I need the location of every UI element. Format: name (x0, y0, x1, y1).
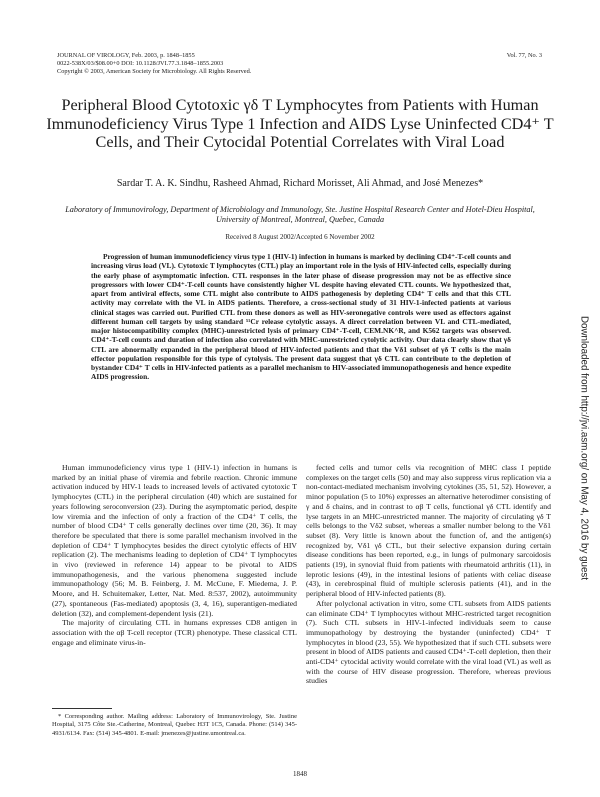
volume-issue: Vol. 77, No. 3 (506, 52, 542, 59)
body-paragraph: After polyclonal activation in vitro, some CTL subsets from AIDS patients can eliminate CD4⁺ T lymphocytes without MHC-restricted target recognition (7). Such CTL subsets in HIV-1-infected individuals seem to cause immunopathology by destroying the bystander (uninfected) CD4⁺ T lymphocytes in blood (23, 55). We hypothesized that if such CTL subsets were present in blood of AIDS patients and caused CD4⁺-T-cell depletion, then their anti-CD4⁺ cytocidal activity would correlate with the viral load (VL) as well as with the course of HIV disease progression. Therefore, whereas previous studies (306, 598, 551, 686)
page-number: 1848 (293, 770, 307, 778)
body-column-right (306, 463, 551, 686)
body-paragraph: fected cells and tumor cells via recognition of MHC class I peptide complexes on the target cells (50) and may also suppress virus replication via a non-contact-mediated mechanism involving cytokines (35, 51, 52). However, a minor population (5 to 10%) expresses an alternative heterodimer consisting of γ and δ chains, and in contrast to αβ T cells, functional γδ CTL identify and lyse targets in an MHC-unrestricted manner. The majority of circulating γδ T cells belongs to the Vδ2 subset, whereas a smaller number belong to the Vδ1 subset (8). Very little is known about the function of, and the antigen(s) recognized by, Vδ1 γδ CTL, but their selective expansion during certain disease conditions has been reported, e.g., in lungs of pulmonary sarcoidosis patients (19), in synovial fluid from patients with rheumatoid arthritis (11), in leprotic lesions (49), in the intestinal lesions of patients with celiac disease (43), in cerebrospinal fluid of multiple sclerosis patients (41), and in the peripheral blood of HIV-infected patients (8). (306, 463, 551, 599)
body-paragraph: Human immunodeficiency virus type 1 (HIV-1) infection in humans is marked by an initial phase of viremia and febrile reaction. Chronic immune activation induced by HIV-1 leads to increased levels of activated cytotoxic T lymphocytes (CTL) in the peripheral circulation (40) which are sustained for years following seroconversion (23). During the asymptomatic period, despite low viremia and the infection of only a fraction of the CD4⁺ T cells, the number of blood CD4⁺ T cells generally declines over time (20, 36). It may therefore be speculated that there is some parallel mechanism involved in the depletion of CD4⁺ T lymphocytes besides the direct cytolytic effects of HIV replication (2). The mechanisms leading to depletion of CD4⁺ T lymphocytes in vivo (reviewed in reference 14) appear to be pivotal to AIDS immunopathogenesis, and the various phenomena suggested include immunopathology (56; M. B. Feinberg, J. M. McCune, F. Miedema, J. P. Moore, and H. Schuitemaker, Letter, Nat. Med. 8:537, 2002), autoimmunity (27), spontaneous (Fas-mediated) apoptosis (3, 4, 16), superantigen-mediated deletion (32), and complement-dependent lysis (21). (52, 463, 297, 618)
author-list: Sardar T. A. K. Sindhu, Rasheed Ahmad, Richard Morisset, Ali Ahmad, and José Menezes* (116, 178, 484, 189)
corresponding-author-footnote (52, 713, 297, 738)
body-column-left (52, 463, 297, 647)
abstract (91, 252, 511, 382)
journal-citation: JOURNAL OF VIROLOGY, Feb. 2003, p. 1848–1855 (57, 52, 195, 59)
journal-header (57, 52, 251, 76)
footnote-divider (52, 708, 112, 709)
copyright-notice: Copyright © 2003, American Society for Microbiology. All Rights Reserved. (57, 68, 252, 75)
download-watermark (578, 298, 590, 598)
footnote-text: * Corresponding author. Mailing address: Laboratory of Immunovirology, Ste. Justine Hospital, 3175 Côte Ste.-Catherine, Montreal, Quebec H3T 1C5, Canada. Phone: (514) 345-4931/6134. Fax: (514) 345-4801. E-mail: jmenezes@justine.umontreal.ca. (52, 713, 297, 737)
abstract-text: Progression of human immunodeficiency virus type 1 (HIV-1) infection in humans is marked by declining CD4⁺-T-cell counts and increasing virus load (VL). Cytotoxic T lymphocytes (CTL) play an important role in the lysis of HIV-infected cells, especially during the early phase of asymptomatic infection. CTL responses in the later phase of disease progression may not be as effective since progressors with lower CD4⁺-T-cell counts have consistently higher VL despite having elevated CTL counts. We hypothesized that, apart from antiviral effects, some CTL might also contribute to AIDS pathogenesis by depleting CD4⁺ T cells and that this CTL activity may correlate with the VL in AIDS patients. Therefore, a cross-sectional study of 31 HIV-1-infected patients at various clinical stages was carried out. Purified CTL from these donors as well as HIV-seronegative controls were used as effectors against different human cell targets by using standard ⁵¹Cr release cytolytic assays. A direct correlation between VL and CTL-mediated, major histocompatibility complex (MHC)-unrestricted lysis of primary CD4⁺-T-cell, CEM.NK^R, and K562 targets was observed. CD4⁺-T-cell counts and duration of infection also correlated with MHC-unrestricted cytolytic activity. Our data clearly show that γδ CTL are abnormally expanded in the peripheral blood of HIV-infected patients and that the Vδ1 subset of γδ T cells is the main effector population responsible for this type of cytolysis. The present data suggest that γδ CTL can contribute to the depletion of bystander CD4⁺ T cells in HIV-infected patients as a parallel mechanism to HIV-associated immunopathogenesis and hence expedite AIDS progression. (91, 252, 511, 382)
body-paragraph: The majority of circulating CTL in humans expresses CD8 antigen in association with the αβ T-cell receptor (TCR) phenotype. These classical CTL engage and eliminate virus-in- (52, 618, 297, 647)
affiliation: Laboratory of Immunovirology, Department of Microbiology and Immunology, Ste. Justine Hospital Research Center and Hotel-Dieu Hospital, University of Montreal, Montreal, Quebec, Canada (65, 205, 535, 224)
received-accepted-dates: Received 8 August 2002/Accepted 6 November 2002 (225, 233, 375, 241)
issn-doi: 0022-538X/03/$08.00+0 DOI: 10.1128/JVI.77.3.1848–1855.2003 (57, 60, 224, 67)
download-watermark-text: Downloaded from http://jvi.asm.org/ on May 4, 2016 by guest (578, 315, 590, 581)
article-title: Peripheral Blood Cytotoxic γδ T Lymphocytes from Patients with Human Immunodeficiency Virus Type 1 Infection and AIDS Lyse Uninfected CD4⁺ T Cells, and Their Cytocidal Potential Correlates with Viral Load (46, 96, 554, 151)
